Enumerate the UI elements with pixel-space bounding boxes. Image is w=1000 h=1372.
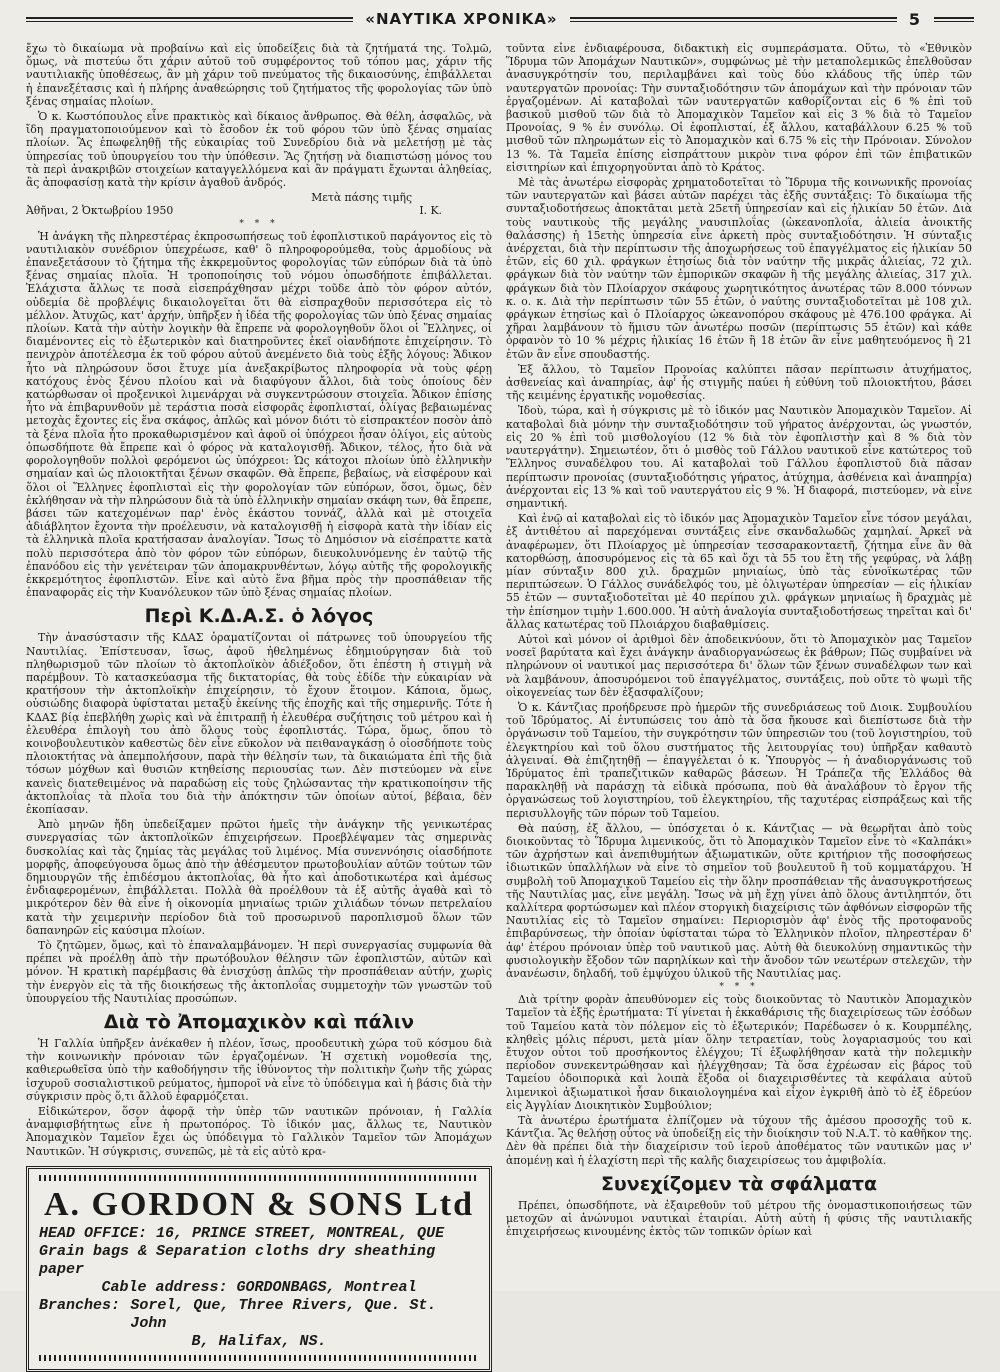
masthead-rule-left [26, 17, 353, 22]
ad-branches [39, 1297, 479, 1333]
paragraph: Θὰ παύσῃ, ἐξ ἄλλου, — ὑπόσχεται ὁ κ. Κάντζιας — νὰ θεωρῆται ἀπὸ τοὺς διοικοῦντας τὸ Ἵδρυμα λιμενικούς, ὅτι τὸ Ἀπομαχικὸν Ταμεῖον εἶνε τὸ «Καλπάκι» τῶν ἀχρήστων καὶ ἀνεπιθυμήτων ἀξιωματικῶν, οὔτε κριτήριον τῆς ποσοφήσεως ἰδιωτικῶν ὑπαλλήλων νὰ εἶνε τὸ σημεῖον τοῦ βουλευτοῦ ἢ τοῦ κομματάρχου. Ἡ συμβολὴ τοῦ Ἀπομαχικοῦ Ταμείου εἰς τὴν ὅλην προσπάθειαν τῆς ἀνασυγκροτήσεως τῆς Ναυτιλίας μας, εἶνε μεγάλη. Ἴσως νὰ μὴ ἔχῃ γίνει ἀπὸ ὅλους ἀντιληπτόν, ὅτι καλλίτερα φορτώσωμεν καὶ πλέον στοργικὴ διαχείρισις τῶν ἀφθόνων εἰσφορῶν τῆς Ναυτιλίας εἰς τὸ Ταμεῖον σημαίνει: Περιορισμὸν ἀφ' ἑνὸς τῆς προτοφανοῦς ἐπιβαρύνσεως, τὴν ὁποίαν ὑφίσταται τώρα τὸ Ἑλληνικὸν πλοῖον, πληρεστέραν δ' ἀφ' ἑτέρου πρόνοιαν ὑπὲρ τοῦ ναυτικοῦ μας. Αὐτὴ θὰ διευκολύνῃ σημαντικῶς τὴν φυσιολογικὴν ἔξοδον τῶν παρηλίκων καὶ τὴν ἄνοδον τῶν νεωτέρων στελεχῶν, τὴν ἀνανέωσιν, δηλαδή, τοῦ ἐμψύχου ὑλικοῦ τῆς Ναυτιλίας μας. [506, 821, 972, 981]
masthead-title: «ΝΑΥΤΙΚΑ ΧΡΟΝΙΚΑ» [365, 10, 558, 28]
section-divider: * * * [239, 218, 279, 229]
author-initials: Ι. Κ. [419, 204, 442, 218]
ad-head-office: HEAD OFFICE: 16, PRINCE STREET, MONTREAL, QUE [39, 1224, 445, 1242]
paragraph: Τὸ ζητῶμεν, ὅμως, καὶ τὸ ἐπαναλαμβάνομεν. Ἡ περὶ συνεργασίας συμφωνία θὰ πρέπει νὰ προέλθῃ ἀπὸ τὴν πρωτόβουλον θέλησιν τῶν ἐφοπλιστῶν, αὐτῶν καὶ μόνον. Ἡ κρατικὴ παρέμβασις θὰ ἐνισχύσῃ ἁπλῶς τὴν προσπάθειαν αὐτήν, χωρὶς τὴν ἐνεργὸν εἰς τὰ τῆς διοικήσεως τῆς ἀκτοπλοΐας συμμετοχὴν τῶν γνωστῶν τοῦ ὑπουργείου τῆς Ναυτιλίας προσώπων. [26, 939, 492, 1005]
page-number: 5 [908, 9, 920, 29]
paragraph: Ὁ κ. Κωστόπουλος εἶνε πρακτικὸς καὶ δίκαιος ἄνθρωπος. Θὰ θέλη, ἀσφαλῶς, νὰ ἴδη πραγματοποιούμενον καὶ τὸ ἔσοδον ἐκ τοῦ φόρου τῶν ὑπὸ ξένας σημαίας πλοίων. Ἂς ἐπωφεληθῇ τῆς εὐκαιρίας τοῦ Συνεδρίου διὰ νὰ μελετήσῃ μὲ τὰς ὑπηρεσίας τοῦ ὑπουργείου του τὴν ὑπόθεσιν. Ἂς ζητήσῃ νὰ διαπιστώσῃ μόνος του τὰ περὶ ἀνακριβῶν στοιχείων καταγγελλόμενα καὶ ἂν πράγματι ἔχωνται ἀληθείας, ἂς ἀποφασίσῃ κατὰ τὴν κρίσιν ἀγαθοῦ ἀνδρός. [26, 110, 492, 190]
masthead [26, 8, 974, 30]
paragraph: Πρέπει, ὁπωσδήποτε, νὰ ἐξαιρεθοῦν τοῦ μέτρου τῆς ὀνομαστικοποιήσεως τῶν μετοχῶν αἱ ἀνώνυμοι ναυτικαὶ ἑταιρίαι. Αὐτὴ αὐτὴ ἡ φύσις τῆς ναυτιλιακῆς ἐπιχειρήσεως κινουμένης ἐκτὸς τῶν τοπικῶν ὁρίων καὶ [506, 1198, 972, 1239]
paragraph: Ἐξ ἄλλου, τὸ Ταμεῖον Προνοίας καλύπτει πᾶσαν περίπτωσιν ἀτυχήματος, ἀσθενείας καὶ ἀναπηρίας, ἀφ' ἧς στιγμῆς παύει ἡ εὐθύνη τοῦ πλοιοκτήτου, βάσει τῆς κειμένης ἐργατικῆς νομοθεσίας. [506, 362, 972, 403]
paragraph: Ἰδοὺ, τώρα, καὶ ἡ σύγκρισις μὲ τὸ ἰδικόν μας Ναυτικὸν Ἀπομαχικὸν Ταμεῖον. Αἱ καταβολαὶ διὰ μόνην τὴν συνταξιοδότησιν τοῦ γήρατος ἀνέρχονται, ὡς γνωστόν, εἰς 20 % ἐπὶ τοῦ μισθολογίου (12 % διὰ τὸν ἐφοπλιστὴν καὶ 8 % διὰ τὸν ναυτεργάτην). Σημειωτέον, ὅτι ὁ μισθὸς τοῦ Γάλλου ναυτικοῦ εἶνε κατώτερος τοῦ Ἕλληνος συναδέλφου του. Αἱ καταβολαὶ τοῦ Γάλλου ἐφοπλιστοῦ διὰ πᾶσαν περίπτωσιν προνοίας (συνταξιοδότησις γήρατος, ἀτύχημα, ἀσθένεια καὶ ἀναπηρία) ἀνέρχονται εἰς 13 % καὶ τοῦ ναυτεργάτου εἰς 9 %. Ἡ διαφορά, πιστεύομεν, νὰ εἶνε σημαντική. [506, 404, 972, 510]
paragraph: Ἡ Γαλλία ὑπῆρξεν ἀνέκαθεν ἡ πλέον, ἴσως, προοδευτικὴ χώρα τοῦ κόσμου διὰ τὴν κοινωνικὴν πρόνοιαν τῶν ἐργαζομένων. Ἡ σχετικὴ νομοθεσία της, καθιερωθεῖσα ὑπὸ τὴν καθοδήγησιν τῆς ἰθύνοντος τὴν πολιτικὴν ζωὴν τῆς χώρας ἰσχυροῦ σοσιαλιστικοῦ ρεύματος, ἠμποροῖ νὰ εἶνε τὸ ὑπόδειγμα καὶ ἡ βάσις διὰ τὴν σύγκρισιν πρὸς ὅ,τι ἄλλοῦ ἐφαρμόζεται. [26, 1037, 492, 1103]
ad-border-stripe [39, 1175, 479, 1181]
paragraph: Τὴν ἀνασύστασιν τῆς ΚΔΑΣ ὁραματίζονται οἱ πάτρωνες τοῦ ὑπουργείου τῆς Ναυτιλίας. Ἐπίστευσαν, ἴσως, ἀφοῦ ἠθελημένως ἐδημιούργησαν διὰ τοῦ πληθωρισμοῦ τῶν πλοίων τὸ ἀκτοπλοϊκὸν ἀδιέξοδον, ὅτι ἐπέστη ἡ στιγμὴ νὰ παρέμβουν. Τὸ κατασκεύασμα τῆς δικτατορίας, θὰ τοὺς ἐδίδε τὴν εὐκαιρίαν νὰ κρατήσουν τὴν ἀκτοπλοϊκὴν ἐπιχείρησιν, τὸ ἔχουν ἕτοιμον. Κάποια, ὅμως, οὐσιώδης διαφορὰ ὑφίσταται μεταξὺ ἐκείνης τῆς ἐποχῆς καὶ τῆς σημερινῆς. Τότε ἡ ΚΔΑΣ βίᾳ ἐπεβλήθη χωρὶς καὶ νὰ ἐπιτραπῇ ἡ ἐλευθέρα συζήτησις τοῦ μέτρου καὶ ἡ ἐλευθέρα ἐπιλογὴ του ἀπὸ ὅλους τοὺς ἐφοπλιστάς. Τώρα, ὅμως, ὅπου τὸ κοινοβουλευτικὸν καθεστὼς δὲν εἶνε εὔκολον νὰ πειθαναγκάσῃ ὁ οἱοσδήποτε τοὺς πλοιοκτήτας νὰ ἀπεμπολήσουν, παρὰ τὴν θέλησίν των, τὰ δικαιώματα ἐπὶ τῆς διὰ τόσων μόχθων καὶ θυσιῶν κτηθείσης περιουσίας των. Δὲν πιστεύομεν νὰ εἶνε κανεὶς διατεθειμένος νὰ παραδώσῃ εἰς τοὺς ζηλώσαντας τὴν κρατικοποίησιν τῆς ἀκτοπλοΐας τὰ πλοῖα του διὰ τὴν ἀπόκτησιν τῶν ὁποίων αὐτοί, βέβαια, δὲν ἐκοπίασαν. [26, 631, 492, 816]
section-divider: * * * [719, 982, 759, 993]
ad-border-stripe [39, 1355, 479, 1361]
dateline: Ἀθῆναι, 2 Ὀκτωβρίου 1950 [26, 204, 174, 218]
ad-cable-address: Cable address: GORDONBAGS, Montreal [101, 1278, 417, 1296]
section-heading: Συνεχίζομεν τὰ σφάλματα [600, 1172, 878, 1195]
advertisement [26, 1166, 492, 1372]
paragraph: Διὰ τρίτην φορὰν ἀπευθύνομεν εἰς τοὺς διοικοῦντας τὸ Ναυτικὸν Ἀπομαχικὸν Ταμεῖον τὰ ἑξῆς ἐρωτήματα: Τί γίνεται ἡ ἐκκαθάρισις τῆς διαχειρίσεως τῶν ἐσόδων τοῦ Ταμείου κατὰ τὸν πόλεμον εἰς τὸ ἐξωτερικόν; Παρέδωσεν ὁ κ. Κουρμπέλης, κληθεὶς μόλις πέρυσι, μετὰ μίαν ὅλην τετραετίαν, τοὺς λογαριασμούς του καὶ ἔτυχον οὗτοι τοῦ προσήκοντος ἐλέγχου; Τί ἐξωφλήθησαν κατὰ τὴν πολεμικὴν περίοδον συνεκεντρώθησαν καὶ ἠλέγχθησαν; Τὰ ὅσα ἐχρέωσαν εἰς βάρος τοῦ Ταμείου ὁδοιπορικὰ καὶ λοιπὰ ἔξοδα οἱ διαχειρισθέντες τὰ κεφάλαια αὐτοῦ λιμενικοὶ ἀξιωματικοὶ ἦσαν δικαιολογημένα καὶ εἶχον ἐγκριθῆ ἀπὸ τὸ ἐξ ἐδρεύον εἰς Ἀγγλίαν Διοικητικὸν Συμβούλιον; [506, 993, 972, 1112]
signature-row [26, 204, 492, 217]
ad-products: Grain bags & Separation cloths dry sheathing paper [39, 1242, 436, 1278]
section-heading: Διὰ τὸ Ἀπομαχικὸν καὶ πάλιν [103, 1011, 415, 1034]
paragraph: ἔχω τὸ δικαίωμα νὰ προβαίνω καὶ εἰς ὑποδείξεις διὰ τὰ ζητήματά της. Τολμῶ, ὅμως, νὰ πιστεύω ὅτι χάριν αὐτοῦ τοῦ συμφέροντος τοῦ τόπου μας, χάριν τῆς ναυτιλιακῆς ὑποθέσεως, ἂν μὴ χάριν τοῦ πνεύματος τῆς δικαιοσύνης, ἐπιβάλλεται ἡ ἐπανεξέτασις καὶ ἡ πλήρης ἀναθεώρησις τοῦ ζητήματος τῆς φορολογίας τῶν ὑπὸ ξένας σημαίας πλοίων. [26, 42, 492, 108]
article-columns [26, 42, 974, 1372]
ad-branches-cont: B, Halifax, NS. [191, 1332, 327, 1350]
paragraph: Ἀπὸ μηνῶν ἤδη ὑπεδείξαμεν πρῶτοι ἡμεῖς τὴν ἀνάγκην τῆς γενικωτέρας συνεργασίας τῶν ἀκτοπλοϊκῶν ἐπιχειρήσεων. Προεβλέψαμεν τὰς σημερινὰς δυσκολίας καὶ τὰς ζημίας τὰς μεγάλας τοῦ λιμένος. Μία συνεννόησις οἱασδήποτε μορφῆς, ἀποφεύγουσα ὅμως ἀπὸ τὴν ἀθέσμευτον πρωτοβουλίαν αὐτῶν τούτων τῶν δημιουργῶν τῆς ἐπιδέσμου ἀκτοπλοΐας, θὰ ἦτο καὶ ἀποδοτικωτέρα καὶ ἀμέσως ἐνδιαφερομένων, ἐπιβάλλεται. Πολλὰ θὰ προέλθουν τὰ ἐξ αὐτῆς ἀγαθὰ καὶ τὸ μικρότερον δὲν θὰ εἶνε ἡ οἰκονομία μηνιαίως τριῶν χιλιάδων τόνων πετρελαίου κατὰ τὴν χειμερινὴν περίοδον διὰ τοῦ προσωρινοῦ παροπλισμοῦ ὅλων τῶν δαπανηρῶν εἰς καύσιμα πλοίων. [26, 818, 492, 937]
ad-branches-label: Branches: [39, 1296, 121, 1314]
ad-branches-list: Sorel, Que, Three Rivers, Que. St. John [130, 1296, 437, 1332]
paragraph: Τὰ ἀνωτέρω ἐρωτήματα ἐλπίζομεν νὰ τύχουν τῆς ἀμέσου προσοχῆς τοῦ κ. Κάντζια. Ἂς θελήσῃ οὗτος νὰ ὑποδείξῃ εἰς τὴν διοίκησιν τοῦ Ν.Α.Τ. τὸ καθῆκον της. Δὲν θὰ πρέπει διὰ τὴν διαχείρισιν τοῦ ἱεροῦ ἀποθέματος τῶν ναυτικῶν μας ν' ἀπομένῃ καὶ ἡ ἐλαχίστη περὶ τῆς καλῆς διαχειρίσεως του ἀμφιβολία. [506, 1114, 972, 1167]
paragraph: Ὁ κ. Κάντζιας προήδρευσε πρὸ ἡμερῶν τῆς συνεδριάσεως τοῦ Διοικ. Συμβουλίου τοῦ Ἱδρύματος. Αἱ ἐντυπώσεις του ἀπὸ τὰ ὅσα ἤκουσε καὶ διεπίστωσε διὰ τὴν ὀργάνωσιν τοῦ Ταμείου, τὴν συγκρότησιν τῶν ὑπηρεσιῶν του (τοῦ λογιστηρίου, τοῦ ἐλεγκτηρίου καὶ τοῦ ὅλου συστήματος τῆς λειτουργίας του) ὑπῆρξαν καθαυτὸ ἀλγειναί. Θὰ ἐπιζητηθῇ — ἐπαγγέλεται ὁ κ. Ὑπουργὸς — ἡ ἀναδιοργάνωσις τοῦ Ἱδρύματος ἐπὶ τραπεζιτικῶν καθαρῶς βάσεων. Ἡ Τράπεζα τῆς Ἑλλάδος θὰ παρακληθῇ νὰ παράσχῃ τὰ εἰδικὰ πρόσωπα, ποὺ θὰ ἀναλάβουν τὸ ἔργον τῆς ὀργανώσεως τοῦ λογιστηρίου, τοῦ ἐλεγκτηρίου, τῆς ταχυτέρας εἰσπράξεως καὶ τῆς περισυλλογῆς τῶν πόρων τοῦ Ταμείου. [506, 700, 972, 820]
paragraph: Αὐτοὶ καὶ μόνον οἱ ἀριθμοὶ δὲν ἀποδεικνύουν, ὅτι τὸ Ἀπομαχικὸν μας Ταμεῖον νοσεῖ βαρύτατα καὶ ἔχει ἀνάγκην ἀναδιοργανώσεως ἐκ βάθρων; Πῶς συμβαίνει νὰ πληρώνουν οἱ ναυτικοί μας περισσότερα δι' ὅλων τῶν ξένων συναδέλφων των καὶ νὰ λαμβάνουν, ἀποσυρόμενοι τοῦ ἐπαγγέλματος, συντάξεις, ποὺ οὔτε τὸ ψωμὶ τῆς οἰκογενείας των δὲν ἐξασφαλίζουν; [506, 632, 972, 699]
paragraph: Καὶ ἐνῷ αἱ καταβολαὶ εἰς τὸ ἰδικόν μας Ἀπομαχικὸν Ταμεῖον εἶνε τόσον μεγάλαι, ἐξ ἀντιθέτου αἱ παρεχόμεναι συντάξεις εἶνε σκανδαλωδῶς χαμηλαί. Ἀρκεῖ νὰ ἀναφέρωμεν, ὅτι Πλοίαρχος μὲ ὑπηρεσίαν τεσσαρακονταετῆ, ζήτημα εἶνε ἂν θὰ κατορθώσῃ, ἀποσυρόμενος εἰς τὰ 65 καὶ ὄχι τὰ 55 του ἔτη τῆς γεφύρας, νὰ λάβῃ μίαν σύνταξιν 800 χιλ. δραχμῶν μηνιαίως, ὑπὸ τὰς εὐνοϊκωτέρας τῶν περιπτώσεων. Ὁ Γάλλος συνάδελφός του, μὲ ὀλιγωτέραν ὑπηρεσίαν — εἰς ἡλικίαν 55 ἐτῶν — συνταξιοδοτεῖται μὲ 40 περίπου χιλ. φράγκων μηνιαίως ἢ δραχμὰς μὲ τὴν ἐπίσημον τιμὴν 1.600.000. Ἡ αὐτὴ ἀναλογία συνταξιοδοτήσεως τηρεῖται καὶ δι' ἄλλας κατωτέρας τοῦ Πλοιάρχου διαβαθμίσεις. [506, 512, 972, 631]
left-column [26, 42, 492, 1372]
section-heading: Περὶ Κ.Δ.Α.Σ. ὁ λόγος [144, 605, 374, 628]
masthead-rule-right [570, 17, 897, 22]
paragraph: Εἰδικώτερον, ὅσον ἀφορᾷ τὴν ὑπὲρ τῶν ναυτικῶν πρόνοιαν, ἡ Γαλλία ἀναμφισβήτητως εἶνε ἡ πρωτοπόρος. Τὸ ἰδικόν μας, ἄλλως τε, Ναυτικὸν Ἀπομαχικὸν Ταμεῖον ἔχει ὡς ὑπόδειγμα τὸ Γαλλικὸν Ταμεῖον τῶν Ἀπομάχων Ναυτικῶν. Ἡ σύγκρισις, συνεπῶς, μὲ τὰ εἰς αὐτὸ κρα- [26, 1105, 492, 1158]
ad-company-name: A. GORDON & SONS Ltd [43, 1185, 475, 1223]
paragraph: Ἡ ἀνάγκη τῆς πληρεστέρας ἐκπροσωπήσεως τοῦ ἐφοπλιστικοῦ παράγοντος εἰς τὸ ναυτιλιακὸν συνέδριον ὑπεχρέωσε, καθ' ὃ πληροφορούμεθα, τοὺς ἁρμοδίους νὰ ἐπανεξετάσουν τὸ ζήτημα τῆς ἐκκρεμοῦντος φορολογίας τῶν εὐπόρων διὰ τὰ ὑπὸ ξένας σημαίας πλοῖα. Ἡ τροποποίησις τοῦ νόμου ὁπωσδήποτε ἐπιβάλλεται. Ἐλάχιστα ἄλλως τε ποσὰ εἰσεπράχθησαν μέχρι τοῦδε ἀπὸ τὸν φόρον αὐτόν, οὐδεμία δὲ προβλέψις δικαιολογεῖται ὅτι θὰ εἰσπραχθοῦν περισσότερα εἰς τὸ μέλλον. Ἀτυχῶς, κατ' ἀρχήν, ὑπῆρξεν ἡ ἰδέα τῆς φορολογίας τῶν ὑπὸ ξένας σημαίας πλοίων. Κατὰ τὴν αὐτὴν λογικὴν θὰ ἔπρεπε νὰ φορολογηθοῦν ὅλοι οἱ Ἕλληνες, οἱ διαμένοντες εἰς τὸ ἐξωτερικὸν καὶ διατηροῦντες ἐκεῖ οἰανδήποτε ἐπιχείρησιν. Τὸ πενιχρὸν ἀποτέλεσμα ἐκ τοῦ φόρου αὐτοῦ ἀνεμένετο διὰ τοὺς ἑξῆς λόγους: Ἄδικον ἦτο νὰ πληρώσουν ὅσοι ἔτυχε μία ἀνεξακρίβωτος πληροφορία νὰ τοὺς φέρῃ κατόχους ἑνὸς ξένου πλοίου καὶ νὰ διαφύγουν ἄλλοι, διὰ τοὺς ὁποίους δὲν κατώρθωσαν οἱ προξενικοὶ λιμενάρχαι νὰ συγκεντρώσουν στοιχεῖα. Ἄδικον ἐπίσης ἦτο νὰ ἐπιβαρυνθοῦν μὲ τεράστια ποσὰ εἰσφορᾶς ἐφοπλισταί, ὀλίγας βεβαιωμένας μετοχὰς ἔχοντες εἰς ἕνα σκάφος, ἁπλῶς καὶ μόνον διότι τὸ εἰσπρακτέον ποσὸν ἀπὸ τὰ ξένα πλοῖα ἦτο προκαθωρισμένον καὶ ἀφοῦ οἱ ὑπόχρεοι ἦσαν ὀλίγοι, εἰς αὐτοὺς ὁπωσδήποτε θὰ ἔπρεπε καὶ ὁ φόρος νὰ καταλογισθῇ. Ἄδικον, τέλος, ἦτο διὰ νὰ φορολογηθοῦν πολλοὶ φερόμενοι ὡς ὑπόχρεοι: Ὡς κάτοχοι πλοίων ὑπὸ ἑλληνικὴν σημαίαν καὶ ὡς πλοιοκτῆται ξένων σκαφῶν. Θὰ ἔπρεπε, βεβαίως, νὰ εἰσφέρουν καὶ ὅλοι οἱ Ἕλληνες ἐφοπλισταὶ εἰς τὴν φορολογίαν τῶν εὐπόρων, ὅσοι, ὅμως, δὲν ἐκλήθησαν νὰ τὴν πληρώσουν διὰ τὰ ὑπὸ ἑλληνικὴν σημαίαν σκάφη των, θὰ ἔπρεπε, βάσει τῶν κατεχομένων παρ' ἑνὸς ἑκάστου τοννάζ, ἀλλὰ καὶ μὲ στοιχεῖα ἀδιάβλητον ἔχοντα τὴν προέλευσιν, νὰ καταλογισθῇ ἡ εἰσφορὰ κατὰ τὴν ἰδίαν εἰς τὰ ἑλληνικὰ πλοῖα κρατήσασαν ἀναλογίαν. Ἴσως τὸ Δημόσιον νὰ εἰσέπραττε κατὰ πολὺ περισσότερα ἀπὸ τὸν φόρον τῶν εὐπόρων, διευκολυνόμενης ἐν ταὐτῷ τῆς ἐπανόδου εἰς τὴν γενέτειραν τῶν ἀπομακρυνθέντων, λόγῳ αὐτῆς τῆς φορολογικῆς ἐκκρεμότητος ἐφοπλιστῶν. Εἶνε καὶ αὐτὸ ἕνα βῆμα πρὸς τὴν προσπάθειαν τῆς ἐπαναφορᾶς εἰς τὴν Κυανόλευκον τῶν ὑπὸ ξένας σημαίας πλοίων. [26, 229, 492, 600]
masthead-rule-end [934, 17, 974, 22]
closing-salutation: Μετὰ πάσης τιμῆς [311, 191, 412, 205]
paragraph: τοῦντα εἶνε ἐνδιαφέρουσα, διδακτικὴ εἰς συμπεράσματα. Οὕτω, τὸ «Ἐθνικὸν Ἵδρυμα τῶν Ἀπομάχων Ναυτικῶν», συμφώνως μὲ τὴν μεταπολεμικῶς ἐπελθοῦσαν ἀνασυγκρότησίν του, περιλαμβάνει καὶ τοὺς δύο κλάδους τῆς ὑπὲρ τῶν ναυτεργατῶν προνοίας: Τὴν συνταξιοδότησιν τῶν ἀπομάχων καὶ τὴν πρόνοιαν τῶν ἐργαζομένων. Αἱ καταβολαὶ τῶν ναυτεργατῶν καθορίζονται εἰς 6 % ἐπὶ τοῦ βασικοῦ μισθοῦ τῶν διὰ τὸ Ἀπομαχικὸν Ταμεῖον καὶ εἰς 3 % διὰ τὸ Ταμεῖον Προνοίας, 9 % ἐν συνόλῳ. Οἱ ἐφοπλισταί, ἐξ ἄλλου, καταβάλλουν 6.25 % τοῦ μισθοῦ τῶν πληρωμάτων εἰς τὸ Ἀπομαχικὸν καὶ 6.75 % εἰς τὴν Πρόνοιαν. Σύνολον 13 %. Τὰ Ταμεῖα ἐπίσης εἰσπράττουν μικρὸν τινα φόρον ἐπὶ τῶν ἐπιβατικῶν εἰσιτηρίων καὶ ἐπιχορηγοῦνται ἀπὸ τὸ Κράτος. [506, 42, 972, 174]
right-column [506, 42, 972, 1372]
paragraph: Μὲ τὰς ἀνωτέρω εἰσφορὰς χρηματοδοτεῖται τὸ Ἵδρυμα τῆς κοινωνικῆς προνοίας τῶν ναυτεργατῶν καὶ βάσει αὐτῶν παρέχει τὰς ἑξῆς συντάξεις: Τὸ δικαίωμα τῆς συνταξιοδοτήσεως ἀποκτᾶται μετὰ 25ετῆ ὑπηρεσίαν καὶ εἰς ἡλικίαν 50 ἐτῶν. Διὰ τοὺς ναυτικοὺς τῆς μεγάλης ναυσιπλοΐας (ὠκεανοπλοΐα, ἁλιεία ἀνοικτῆς θαλάσσης) ἡ 15ετὴς ὑπηρεσία εἶνε ἀρκετὴ πρὸς συνταξιοδότησιν. Ἡ σύνταξις ἀνέρχεται, διὰ τὴν περίπτωσιν τῆς ἀποχωρήσεως τοῦ ἐπαγγέλματος εἰς ἡλικίαν 50 ἐτῶν, εἰς 60 χιλ. φράγκων ἐτησίως διὰ τὸν ναύτην τῆς μικρᾶς ἁλιείας, 72 χιλ. φράγκων διὰ τὸν ναύτην τῶν ἐμπορικῶν σκαφῶν ἢ τῆς μεγάλης ἁλιείας, 317 χιλ. φράγκων διὰ τὸν Πλοίαρχον σκάφους χωρητικότητος ἀνωτέρας τῶν 8.000 τόννων κ. ο. κ. Διὰ τὴν περίπτωσιν τῶν 55 ἐτῶν, ὁ ναύτης συνταξιοδοτεῖται μὲ 108 χιλ. φράγκων ἐτησίως καὶ ὁ Πλοίαρχος ὠκεανοπόρου σκάφους μὲ 476.100 φράγκα. Αἱ χῆραι λαμβάνουν τὸ ἥμισυ τῶν ἀνωτέρω ποσῶν (περίπτωσις 55 ἐτῶν) καὶ κάθε ὀρφανὸν τὸ 10 % μέχρις ἡλικίας 16 ἐτῶν ἢ 18 ἐτῶν ἂν εἶνε μαθητευόμενος ἢ 21 ἐτῶν ἂν εἶνε σπουδαστής. [506, 176, 972, 361]
